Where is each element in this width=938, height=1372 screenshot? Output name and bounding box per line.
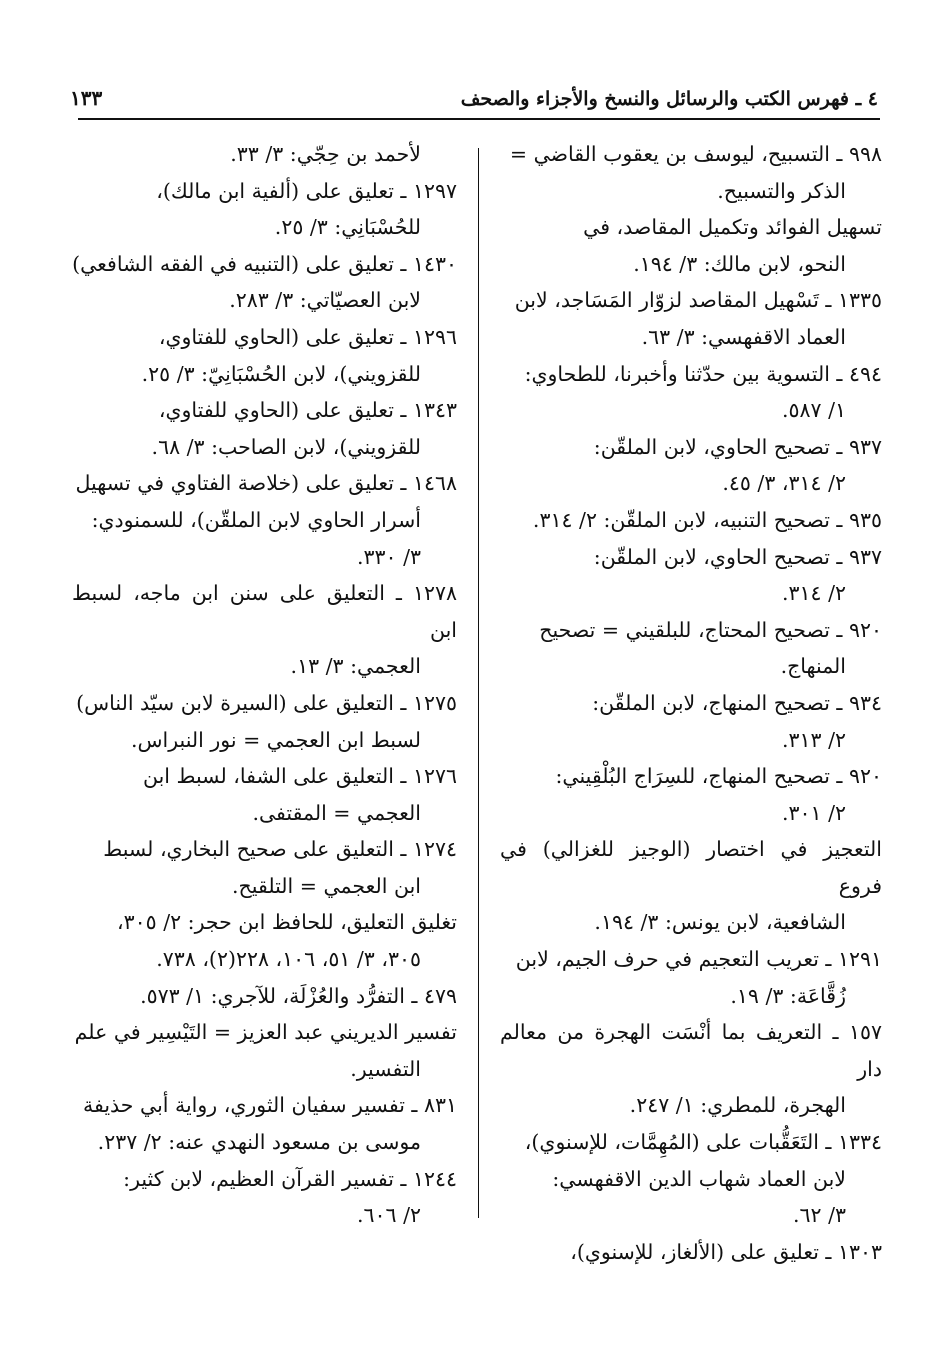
- entry-continuation: الهجرة، للمطري: ١/ ٢٤٧.: [629, 1093, 846, 1118]
- index-entry: [500, 758, 882, 831]
- index-entry: [72, 1014, 457, 1087]
- entry-continuation: ٢/ ٦٠٦.: [356, 1203, 421, 1228]
- index-entry: [500, 1234, 882, 1271]
- entry-heading: تفسير الديريني عبد العزيز = التَيْسِير في علم: [74, 1020, 457, 1045]
- entry-continuation: التفسير.: [350, 1056, 421, 1081]
- index-entry: [500, 502, 882, 539]
- index-entry: [72, 1087, 457, 1160]
- index-entry: [500, 136, 882, 209]
- entry-continuation: أسرار الحاوي لابن الملقّن)، للسمنودي:: [91, 507, 421, 532]
- entry-heading: ٩٣٧ ـ تصحيح الحاوي، لابن الملقّن:: [593, 544, 882, 569]
- entry-continuation: النحو، لابن مالك: ٣/ ١٩٤.: [633, 251, 846, 276]
- entry-continuation: العماد الاقفهسي: ٣/ ٦٣.: [641, 324, 846, 349]
- entry-heading: ٩٣٤ ـ تصحيح المنهاج، لابن الملقّن:: [592, 690, 882, 715]
- entry-continuation: للقزويني)، لابن الصاحب: ٣/ ٦٨.: [151, 434, 421, 459]
- index-entry: [500, 282, 882, 355]
- index-entry: [500, 356, 882, 429]
- entry-continuation: للقزويني)، لابن الحُسْبَانِيّ: ٣/ ٢٥.: [141, 361, 421, 386]
- entry-heading: ١٢٤٤ ـ تفسير القرآن العظيم، لابن كثير:: [123, 1166, 457, 1191]
- entry-continuation: ٣/ ٦٢.: [792, 1203, 846, 1228]
- entry-continuation: للحُسْبَانِي: ٣/ ٢٥.: [274, 215, 421, 240]
- entry-continuation: زُقَّاعَة: ٣/ ١٩.: [730, 983, 846, 1008]
- entry-heading: ٩٢٠ ـ تصحيح المحتاج، للبلقيني = تصحيح: [539, 617, 882, 642]
- entry-continuation: ٢/ ٣١٣.: [781, 727, 846, 752]
- index-entry: [72, 173, 457, 246]
- entry-heading: ١٢٧٨ ـ التعليق على سنن ابن ماجه، لسبط ابن: [72, 581, 457, 642]
- entry-heading: تغليق التعليق، للحافظ ابن حجر: ٢/ ٣٠٥،: [117, 910, 457, 935]
- index-entry: [500, 941, 882, 1014]
- index-entry: [500, 209, 882, 282]
- index-entry: [72, 392, 457, 465]
- entry-continuation: ٢/ ٣١٤، ٣/ ٤٥.: [722, 471, 846, 496]
- index-entry: [500, 612, 882, 685]
- index-column-left: [72, 136, 457, 1234]
- entry-heading: ٩٣٥ ـ تصحيح التنبيه، لابن الملقّن: ٢/ ٣١٤.: [532, 507, 882, 532]
- entry-heading: ١٢٩١ ـ تعريب التعجيم في حرف الجيم، لابن: [515, 947, 882, 972]
- entry-heading: ١٤٦٨ ـ تعليق على (خلاصة الفتاوي في تسهيل: [75, 471, 457, 496]
- entry-continuation: ٣٠٥، ٣/ ٥١، ١٠٦، ٢٢٨(٢)، ٧٣٨.: [156, 947, 421, 972]
- running-header: [70, 70, 878, 110]
- entry-heading: ٨٣١ ـ تفسير سفيان الثوري، رواية أبي حذيفة: [82, 1093, 457, 1118]
- entry-continuation: ١/ ٥٨٧.: [781, 398, 846, 423]
- entry-heading: ١٢٧٥ ـ التعليق على (السيرة لابن سيّد الناس): [76, 690, 457, 715]
- entry-heading: ١٣٣٤ ـ التَعَقُّبات على (المُهِمَّات، للإسنوي)،: [524, 1130, 882, 1155]
- entry-heading: ١٢٩٦ ـ تعليق على (الحاوي للفتاوي،: [158, 324, 457, 349]
- entry-continuation: ٢/ ٣١٤.: [781, 581, 846, 606]
- entry-continuation: الشافعية، لابن يونس: ٣/ ١٩٤.: [594, 910, 846, 935]
- entry-continuation: المنهاج.: [780, 654, 846, 679]
- index-entry: [72, 575, 457, 685]
- index-entry: [72, 831, 457, 904]
- entry-continuation: لابن العصيّاتي: ٣/ ٢٨٣.: [229, 288, 421, 313]
- entry-heading: ٩٩٨ ـ التسبيح، ليوسف بن يعقوب القاضي =: [509, 142, 882, 166]
- entry-continuation: موسى بن مسعود النهدي عنه: ٢/ ٢٣٧.: [97, 1130, 421, 1155]
- index-entry: [500, 429, 882, 502]
- entry-heading: ٩٣٧ ـ تصحيح الحاوي، لابن الملقّن:: [593, 434, 882, 459]
- index-entry: [72, 758, 457, 831]
- entry-continuation: ٢/ ٣٠١.: [781, 800, 846, 825]
- entry-heading: تسهيل الفوائد وتكميل المقاصد، في: [583, 215, 882, 240]
- entry-heading: ١٥٧ ـ التعريف بما أنْسَت الهجرة من معالم دار: [500, 1020, 882, 1081]
- index-entry: [72, 319, 457, 392]
- running-title: ٤ ـ فهرس الكتب والرسائل والنسخ والأجزاء والصحف: [460, 88, 878, 110]
- index-entry: [72, 1161, 457, 1234]
- entry-continuation: لأحمد بن حِجّي: ٣/ ٣٣.: [230, 142, 421, 166]
- entry-continuation: العجمي = المقتفى.: [252, 800, 421, 825]
- entry-continuation: العجمي: ٣/ ١٣.: [290, 654, 421, 679]
- index-entry: [72, 685, 457, 758]
- entry-continuation: ابن العجمي = التلقيح.: [232, 873, 421, 898]
- index-entry: [72, 978, 457, 1015]
- index-entry: [72, 246, 457, 319]
- index-entry: [72, 465, 457, 575]
- entry-heading: ١٣٠٣ ـ تعليق على (الألغاز، للإسنوي)،: [570, 1239, 882, 1264]
- index-entry: [500, 1124, 882, 1234]
- header-rule: [78, 118, 880, 120]
- entry-heading: ١٣٤٣ ـ تعليق على (الحاوي للفتاوي،: [158, 398, 457, 423]
- index-entry: [72, 136, 457, 173]
- index-entry: [500, 1014, 882, 1124]
- index-entry: [500, 539, 882, 612]
- page-number: ١٣٣: [70, 86, 103, 110]
- entry-heading: ٤٩٤ ـ التسوية بين حدّثنا وأخبرنا، للطحاوي:: [524, 361, 882, 386]
- index-column-right: [500, 136, 882, 1270]
- entry-heading: ٤٧٩ ـ التفرُّد والعُزْلَة، للآجري: ١/ ٥٧٣.: [140, 983, 457, 1008]
- entry-heading: ١٢٩٧ ـ تعليق على (ألفية ابن مالك)،: [156, 178, 457, 203]
- entry-continuation: الذكر والتسبيح.: [717, 178, 846, 203]
- index-entry: [72, 904, 457, 977]
- entry-continuation: لابن العماد شهاب الدين الاقفهسي:: [552, 1166, 846, 1191]
- index-entry: [500, 685, 882, 758]
- entry-continuation: ٣/ ٣٣٠.: [356, 544, 421, 569]
- entry-continuation: لسبط ابن العجمي = نور النبراس.: [130, 727, 421, 752]
- entry-heading: التعجيز في اختصار (الوجيز للغزالي) في فروع: [500, 837, 882, 898]
- entry-heading: ١٤٣٠ ـ تعليق على (التنبيه في الفقه الشافعي): [72, 251, 457, 276]
- column-divider: [478, 148, 479, 1218]
- index-entry: [500, 831, 882, 941]
- entry-heading: ١٢٧٤ ـ التعليق على صحيح البخاري، لسبط: [103, 837, 457, 862]
- entry-heading: ١٣٣٥ ـ تَسْهيل المقاصد لزوّار المَسَاجد، لابن: [514, 288, 882, 313]
- entry-heading: ٩٢٠ ـ تصحيح المنهاج، للسِرَاج البُلْقِيني:: [555, 764, 882, 789]
- entry-heading: ١٢٧٦ ـ التعليق على الشفا، لسبط ابن: [143, 764, 457, 789]
